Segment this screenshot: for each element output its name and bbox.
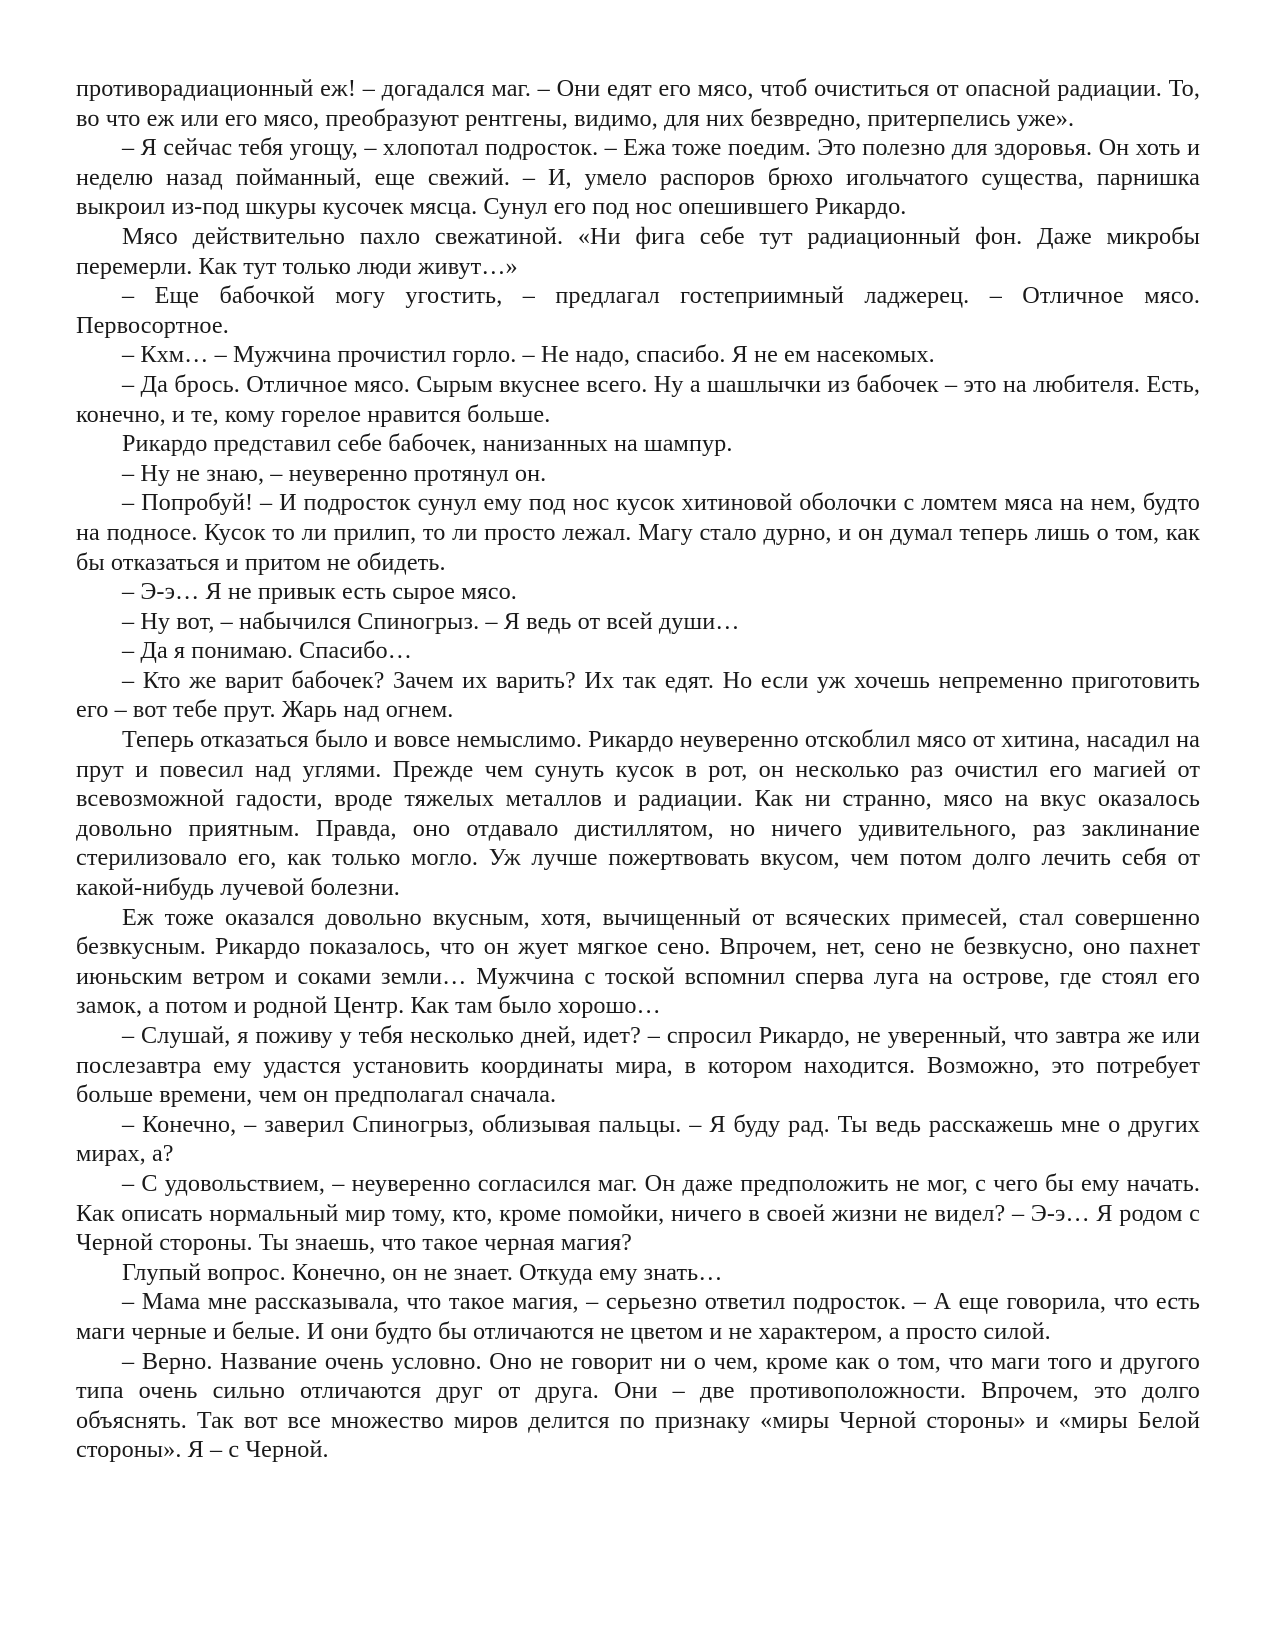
paragraph-11: – Ну вот, – набычился Спиногрыз. – Я ведь от всей души… — [122, 607, 740, 635]
paragraph-2: – Я сейчас тебя угощу, – хлопотал подросток. – Ежа тоже поедим. Это полезно для здоровья. Он хоть и неделю назад пойманный, еще свежий. – И, умело распоров брюхо игольчатого существа, парнишка выкроил из-под шкуры кусочек мясца. Сунул его под нос опешившего Рикардо. — [76, 134, 1200, 221]
paragraph-8: – Ну не знаю, – неуверенно протянул он. — [122, 459, 547, 487]
paragraph-7: Рикардо представил себе бабочек, нанизанных на шампур. — [122, 430, 733, 458]
document-page — [76, 74, 1200, 1465]
paragraph-12: – Да я понимаю. Спасибо… — [122, 637, 413, 665]
paragraph-10: – Э-э… Я не привык есть сырое мясо. — [122, 578, 517, 606]
paragraph-1: противорадиационный еж! – догадался маг. – Они едят его мясо, чтоб очиститься от опасной радиации. То, во что еж или его мясо, преобразуют рентгены, видимо, для них безвредно, притерпелись уже». — [76, 75, 1200, 132]
paragraph-6: – Да брось. Отличное мясо. Сырым вкуснее всего. Ну а шашлычки из бабочек – это на любителя. Есть, конечно, и те, кому горелое нравится больше. — [76, 370, 1200, 428]
paragraph-20: – Мама мне рассказывала, что такое магия, – серьезно ответил подросток. – А еще говорила, что есть маги черные и белые. И они будто бы отличаются не цветом и не характером, а просто силой. — [76, 1288, 1200, 1345]
paragraph-21: – Верно. Название очень условно. Оно не говорит ни о чем, кроме как о том, что маги того и другого типа очень сильно отличаются друг от друга. Они – две противоположности. Впрочем, это долго объяснять. Так вот все множество миров делится по признаку «миры Черной стороны» и «миры Белой стороны». Я – с Черной. — [76, 1347, 1200, 1464]
paragraph-3: Мясо действительно пахло свежатиной. «Ни фига себе тут радиационный фон. Даже микробы перемерли. Как тут только люди живут…» — [76, 222, 1200, 280]
paragraph-16: – Слушай, я поживу у тебя несколько дней, идет? – спросил Рикардо, не уверенный, что завтра же или послезавтра ему удастся установить координаты мира, в котором находится. Возможно, это потребует больше времени, чем он предполагал сначала. — [76, 1022, 1200, 1109]
paragraph-5: – Кхм… – Мужчина прочистил горло. – Не надо, спасибо. Я не ем насекомых. — [122, 341, 935, 369]
paragraph-18: – С удовольствием, – неуверенно согласился маг. Он даже предположить не мог, с чего бы ему начать. Как описать нормальный мир тому, кто, кроме помойки, ничего в своей жизни не видел? – Э-э… Я родом с Черной стороны. Ты знаешь, что такое черная магия? — [76, 1169, 1200, 1257]
paragraph-13: – Кто же варит бабочек? Зачем их варить? Их так едят. Но если уж хочешь непременно приготовить его – вот тебе прут. Жарь над огнем. — [76, 666, 1200, 724]
paragraph-19: Глупый вопрос. Конечно, он не знает. Откуда ему знать… — [122, 1258, 723, 1286]
paragraph-15: Еж тоже оказался довольно вкусным, хотя, вычищенный от всяческих примесей, стал совершенно безвкусным. Рикардо показалось, что он жует мягкое сено. Впрочем, нет, сено не безвкусно, оно пахнет июньским ветром и соками земли… Мужчина с тоской вспомнил сперва луга на острове, где стоял его замок, а потом и родной Центр. Как там было хорошо… — [76, 903, 1200, 1020]
paragraph-4: – Еще бабочкой могу угостить, – предлагал гостеприимный ладжерец. – Отличное мясо. Первосортное. — [76, 282, 1200, 339]
paragraph-9: – Попробуй! – И подросток сунул ему под нос кусок хитиновой оболочки с ломтем мяса на нем, будто на подносе. Кусок то ли прилип, то ли просто лежал. Магу стало дурно, и он думал теперь лишь о том, как бы отказаться и притом не обидеть. — [76, 489, 1200, 576]
paragraph-14: Теперь отказаться было и вовсе немыслимо. Рикардо неуверенно отскоблил мясо от хитина, насадил на прут и повесил над углями. Прежде чем сунуть кусок в рот, он несколько раз очистил его магией от всевозможной гадости, вроде тяжелых металлов и радиации. Как ни странно, мясо на вкус оказалось довольно приятным. Правда, оно отдавало дистиллятом, но ничего удивительного, раз заклинание стерилизовало его, как только могло. Уж лучше пожертвовать вкусом, чем потом долго лечить себя от какой-нибудь лучевой болезни. — [76, 726, 1200, 902]
paragraph-17: – Конечно, – заверил Спиногрыз, облизывая пальцы. – Я буду рад. Ты ведь расскажешь мне о других мирах, а? — [76, 1110, 1200, 1168]
